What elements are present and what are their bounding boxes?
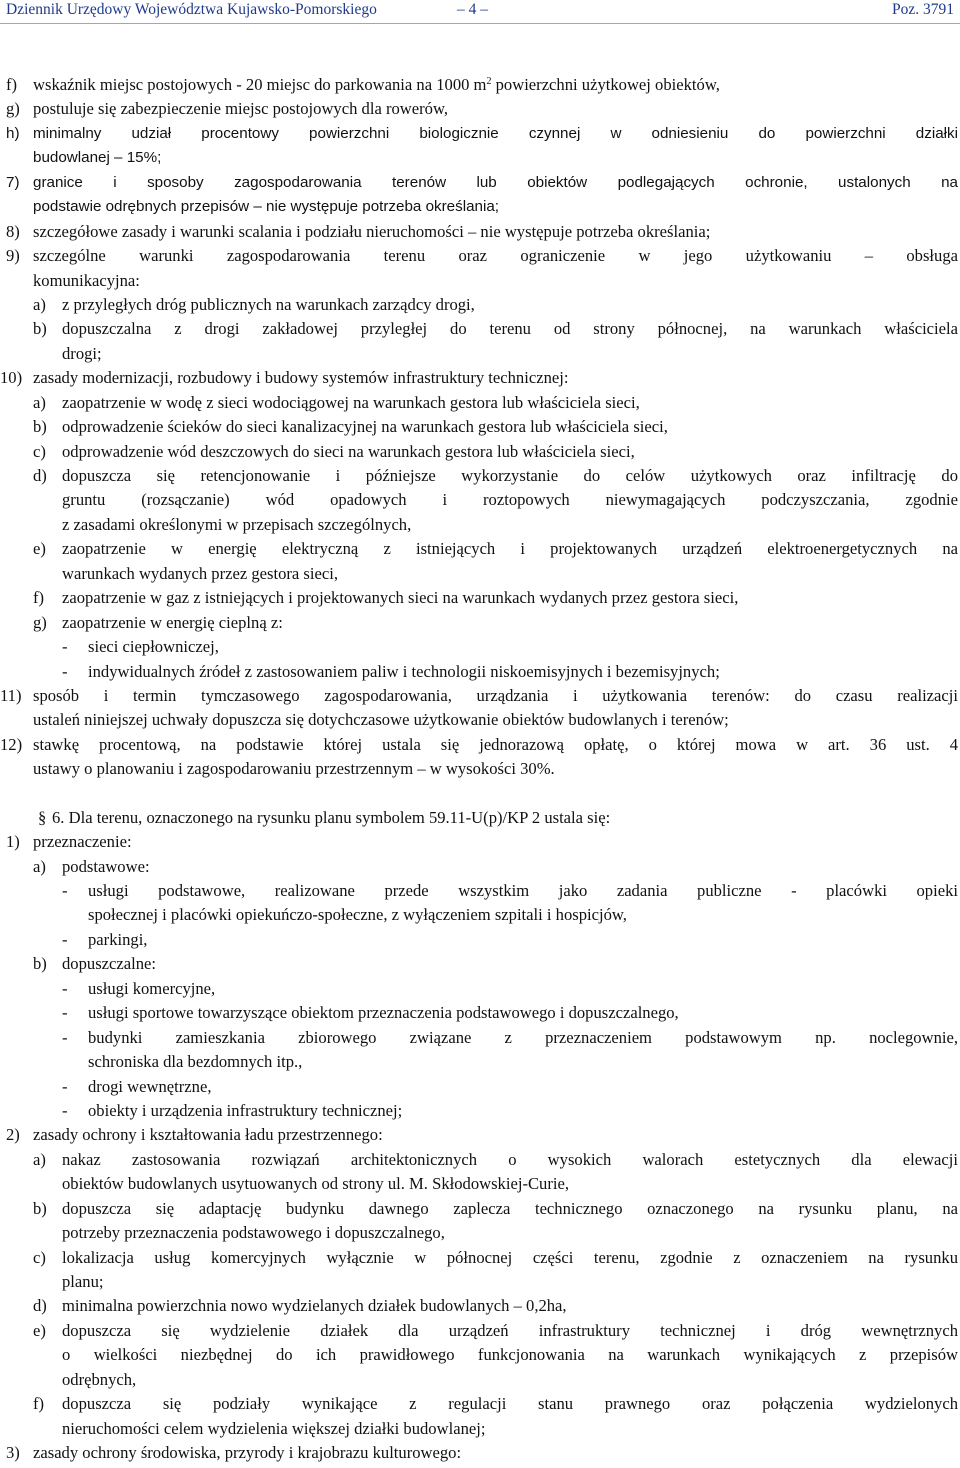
item-text: nakaz zastosowania rozwiązań architektonicznych o wysokich walorach estetycznych dla elewacji: [62, 1149, 958, 1169]
item-marker: 3): [6, 1443, 20, 1463]
item-marker: 9): [6, 246, 20, 266]
list-item-continuation: [6, 708, 958, 732]
list-item-continuation: [6, 1417, 958, 1441]
item-text: potrzeby przeznaczenia podstawowego i dopuszczalnego,: [62, 1223, 445, 1243]
list-item-continuation: [6, 757, 958, 781]
list-item: [6, 1392, 958, 1416]
item-text: komunikacyjna:: [33, 270, 140, 290]
item-marker: -: [62, 637, 68, 657]
item-text: szczegółowe zasady i warunki scalania i podziału nieruchomości – nie występuje potrzeba określania;: [33, 221, 711, 241]
item-text: ustawy o planowaniu i zagospodarowaniu przestrzennym – w wysokości 30%.: [33, 759, 555, 779]
section-spacer: [6, 782, 958, 806]
list-item: [0, 733, 958, 757]
list-item: [6, 1123, 958, 1147]
list-item: [6, 391, 958, 415]
list-item: [6, 586, 958, 610]
section-text: 6. Dla terenu, oznaczonego na rysunku planu symbolem 59.11-U(p)/KP 2 ustala się:: [52, 807, 611, 827]
item-marker: -: [62, 661, 68, 681]
list-item: [6, 537, 958, 561]
list-item: [6, 1075, 958, 1099]
list-item: [6, 317, 958, 341]
list-item-continuation: [6, 342, 958, 366]
item-text: drogi;: [62, 343, 102, 363]
item-marker: 7): [6, 173, 20, 191]
item-text: indywidualnych źródeł z zastosowaniem paliw i technologii niskoemisyjnych i bezemisyjnych;: [88, 661, 720, 681]
list-item-continuation: [6, 513, 958, 537]
paragraph-sign: §: [38, 807, 47, 827]
item-text: drogi wewnętrzne,: [88, 1076, 212, 1096]
item-marker: c): [33, 1247, 46, 1267]
list-item-continuation: [6, 1270, 958, 1294]
item-marker: h): [6, 124, 20, 142]
item-text: usługi sportowe towarzyszące obiektom przeznaczenia podstawowego i dopuszczalnego,: [88, 1003, 679, 1023]
item-text: zaopatrzenie w gaz z istniejących i projektowanych sieci na warunkach wydanych przez gestora sieci,: [62, 588, 739, 608]
position-number: Poz. 3791: [892, 1, 954, 18]
item-text: granice i sposoby zagospodarowania terenów lub obiektów podlegających ochronie, ustalonych na: [33, 173, 958, 191]
list-item: [0, 366, 958, 390]
item-text: szczególne warunki zagospodarowania terenu oraz ograniczenie w jego użytkowaniu – obsługa: [33, 246, 958, 266]
item-marker: b): [33, 1198, 47, 1218]
list-item: [6, 830, 958, 854]
list-item: [6, 1026, 958, 1050]
item-text: stawkę procentową, na podstawie której ustala się jednorazową opłatę, o której mowa w art. 36 ust. 4: [33, 734, 958, 754]
list-item: [6, 220, 958, 244]
item-marker: e): [33, 539, 46, 559]
page-number: – 4 –: [457, 1, 488, 18]
item-text: wskaźnik miejsc postojowych - 20 miejsc do parkowania na 1000 $m^2$ powierzchni użytkowej obiektów,: [33, 75, 720, 94]
list-item: [6, 1319, 958, 1343]
item-marker: 11): [0, 685, 22, 705]
item-marker: b): [33, 954, 47, 974]
item-text: budowlanej – 15%;: [33, 149, 162, 167]
item-marker: 1): [6, 832, 20, 852]
item-marker: g): [6, 99, 20, 119]
item-marker: f): [33, 588, 45, 608]
list-item: [6, 1099, 958, 1123]
item-text: obiekty i urządzenia infrastruktury technicznej;: [88, 1100, 403, 1120]
item-text: dopuszcza się podziały wynikające z regulacji stanu prawnego oraz połączenia wydzielonych: [62, 1394, 958, 1414]
item-text: podstawie odrębnych przepisów – nie występuje potrzeba określania;: [33, 198, 500, 216]
item-text: zaopatrzenie w wodę z sieci wodociągowej na warunkach gestora lub właściciela sieci,: [62, 392, 640, 412]
list-item: [0, 684, 958, 708]
item-marker: b): [33, 417, 47, 437]
item-marker: d): [33, 1296, 47, 1316]
list-item: [6, 855, 958, 879]
list-item-continuation: [6, 269, 958, 293]
list-item-continuation: [6, 562, 958, 586]
item-text: dopuszczalne:: [62, 954, 156, 974]
list-item: [6, 1148, 958, 1172]
item-text: dopuszcza się adaptację budynku dawnego zaplecza technicznego oznaczonego na rysunku planu, na: [62, 1198, 958, 1218]
item-text: ustaleń niniejszej uchwały dopuszcza się dotychczasowe użytkowanie obiektów budowlanych i terenów;: [33, 710, 729, 730]
document-body: [0, 73, 958, 1466]
item-marker: -: [62, 978, 68, 998]
item-text: podstawowe:: [62, 856, 150, 876]
item-text: odprowadzenie wód deszczowych do sieci na warunkach gestora lub właściciela sieci,: [62, 441, 635, 461]
item-marker: a): [33, 294, 46, 314]
list-item: [6, 440, 958, 464]
item-marker: a): [33, 856, 46, 876]
list-item-continuation: [6, 1172, 958, 1196]
item-text: społecznej i placówki opiekuńczo-społeczne, z wyłączeniem szpitali i hospicjów,: [88, 905, 627, 925]
item-text: zasady ochrony i kształtowania ładu przestrzennego:: [33, 1125, 383, 1145]
list-item-continuation: [6, 1050, 958, 1074]
item-marker: 8): [6, 221, 20, 241]
item-text: nieruchomości celem wydzielenia większej działki budowlanej;: [62, 1418, 486, 1438]
list-item-continuation: [6, 195, 958, 219]
list-item: [6, 952, 958, 976]
list-item: [6, 122, 958, 146]
item-marker: 2): [6, 1125, 20, 1145]
item-text: o wielkości niezbędnej do ich prawidłowego funkcjonowania na warunkach wynikających z przepisów: [62, 1345, 958, 1365]
item-marker: -: [62, 1100, 68, 1120]
item-marker: g): [33, 612, 47, 632]
list-item: [6, 1197, 958, 1221]
item-text: usługi komercyjne,: [88, 978, 216, 998]
item-marker: d): [33, 466, 47, 485]
list-item: [6, 1246, 958, 1270]
item-text: odprowadzenie ścieków do sieci kanalizacyjnej na warunkach gestora lub właściciela sieci,: [62, 417, 668, 437]
item-text: warunkach wydanych przez gestora sieci,: [62, 563, 338, 583]
list-item: [6, 611, 958, 635]
list-item: [6, 1001, 958, 1025]
item-marker: f): [33, 1394, 45, 1414]
item-text: obiektów budowlanych usytuowanych od strony ul. M. Skłodowskiej-Curie,: [62, 1174, 569, 1194]
list-item-continuation: [6, 1221, 958, 1245]
list-item: [6, 293, 958, 317]
item-text: usługi podstawowe, realizowane przede wszystkim jako zadania publiczne - placówki opieki: [88, 881, 958, 900]
item-text: minimalny udział procentowy powierzchni biologicznie czynnej w odniesieniu do powierzchni działki: [33, 124, 958, 142]
item-marker: -: [62, 881, 68, 900]
item-text: odrębnych,: [62, 1369, 137, 1389]
list-item: [6, 464, 958, 488]
list-item: [6, 1294, 958, 1318]
list-item-continuation: [6, 1343, 958, 1367]
list-item: [6, 660, 958, 684]
item-marker: -: [62, 1003, 68, 1023]
page-header: [0, 0, 960, 24]
item-text: planu;: [62, 1272, 104, 1291]
item-text: sieci ciepłowniczej,: [88, 637, 219, 657]
list-item: [6, 879, 958, 903]
item-text: lokalizacja usług komercyjnych wyłącznie w północnej części terenu, zgodnie z oznaczeniem na rysunku: [62, 1247, 958, 1267]
item-text: z zasadami określonymi w przepisach szczególnych,: [62, 514, 412, 534]
item-marker: -: [62, 1027, 68, 1047]
list-item: [6, 73, 958, 97]
item-text: gruntu (rozsączanie) wód opadowych i roztopowych niewymagających podczyszczania, zgodnie: [62, 490, 958, 510]
item-text: zasady ochrony środowiska, przyrody i krajobrazu kulturowego:: [33, 1443, 462, 1463]
item-marker: -: [62, 929, 68, 949]
item-text: zasady modernizacji, rozbudowy i budowy systemów infrastruktury technicznej:: [33, 368, 569, 388]
list-item-continuation: [6, 903, 958, 927]
list-item: [6, 635, 958, 659]
list-item: [6, 97, 958, 121]
superscript: 2: [486, 76, 492, 87]
item-text: postuluje się zabezpieczenie miejsc postojowych dla rowerów,: [33, 99, 449, 119]
list-item-continuation: [6, 146, 958, 170]
list-item-continuation: [6, 488, 958, 512]
list-item: [6, 928, 958, 952]
list-item: [6, 244, 958, 268]
item-text: zaopatrzenie w energię cieplną z:: [62, 612, 283, 632]
item-text: przeznaczenie:: [33, 832, 132, 852]
item-text: parkingi,: [88, 929, 148, 949]
list-item-continuation: [6, 1368, 958, 1392]
item-marker: c): [33, 441, 46, 461]
item-text: dopuszczalna z drogi zakładowej przyległej do terenu od strony północnej, na warunkach właściciela: [62, 319, 958, 339]
item-marker: f): [6, 75, 18, 94]
header-rule: [0, 23, 960, 24]
item-text: dopuszcza się wydzielenie działek dla urządzeń infrastruktury technicznej i dróg wewnętrznych: [62, 1320, 958, 1340]
item-marker: a): [33, 392, 46, 412]
item-marker: a): [33, 1149, 46, 1169]
item-text: sposób i termin tymczasowego zagospodarowania, urządzania i użytkowania terenów: do czasu realizacji: [33, 685, 958, 705]
item-marker: -: [62, 1076, 68, 1096]
item-text: zaopatrzenie w energię elektryczną z istniejących i projektowanych urządzeń elektroenergetycznych na: [62, 539, 958, 559]
item-marker: 10): [0, 368, 23, 388]
item-text: budynki zamieszkania zbiorowego związane z przeznaczeniem podstawowym np. noclegownie,: [88, 1027, 958, 1047]
list-item: [6, 1441, 958, 1465]
item-marker: e): [33, 1320, 46, 1340]
item-marker: 12): [0, 734, 23, 754]
journal-title: Dziennik Urzędowy Województwa Kujawsko-Pomorskiego: [6, 1, 377, 18]
list-item: [6, 171, 958, 195]
item-marker: b): [33, 319, 47, 339]
item-text: dopuszcza się retencjonowanie i późniejsze wykorzystanie do celów użytkowych oraz infiltrację do: [62, 466, 958, 485]
item-text: minimalna powierzchnia nowo wydzielanych działek budowlanych – 0,2ha,: [62, 1296, 567, 1316]
list-item: [6, 415, 958, 439]
list-item: [6, 977, 958, 1001]
item-text: z przyległych dróg publicznych na warunkach zarządcy drogi,: [62, 294, 475, 314]
item-text: schroniska dla bezdomnych itp.,: [88, 1052, 303, 1072]
section-heading: [6, 806, 958, 830]
